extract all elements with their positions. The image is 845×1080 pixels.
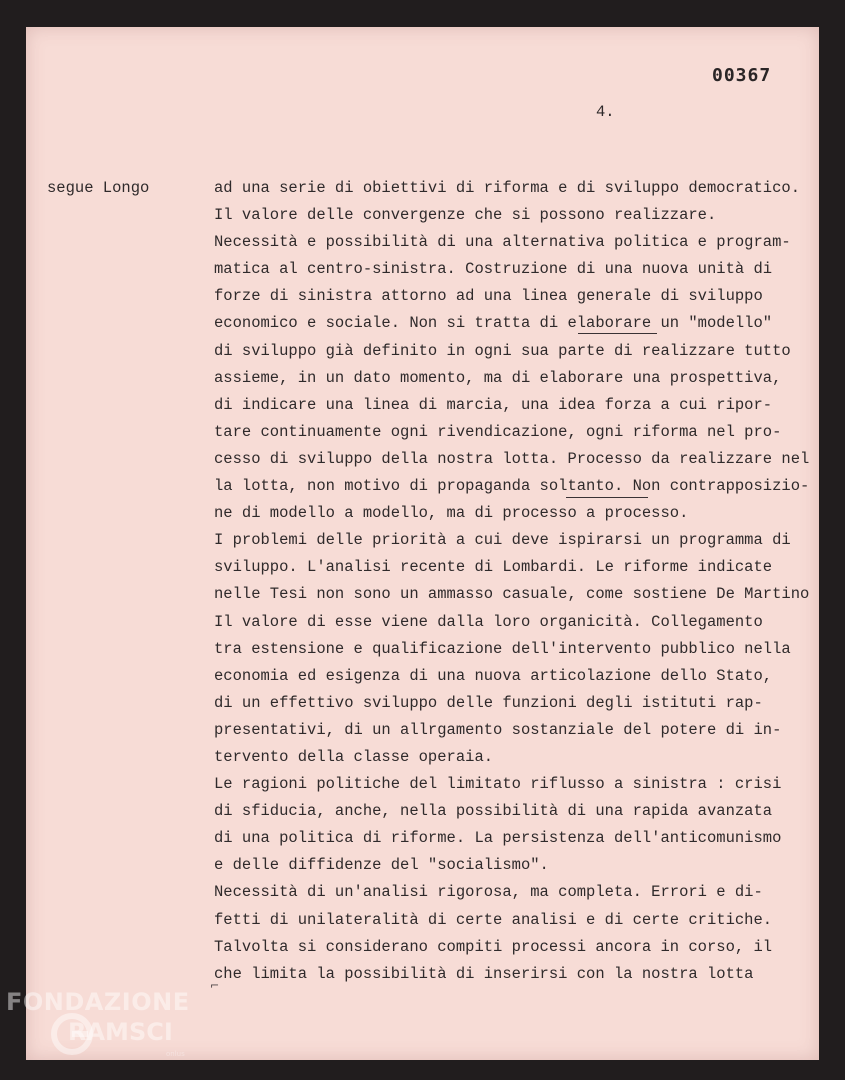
text-line: nelle Tesi non sono un ammasso casuale, come sostiene De Martino xyxy=(214,585,810,604)
text-line: sviluppo. L'analisi recente di Lombardi. Le riforme indicate xyxy=(214,558,773,577)
text-line: assieme, in un dato momento, ma di elaborare una prospettiva, xyxy=(214,368,782,387)
text-line: Necessità di un'analisi rigorosa, ma completa. Errori e di- xyxy=(214,883,763,902)
text-line: cesso di sviluppo della nostra lotta. Processo da realizzare nel xyxy=(214,449,810,468)
text-line: la lotta, non motivo di propaganda soltanto. Non contrapposizio- xyxy=(214,477,810,496)
text-line: tare continuamente ogni rivendicazione, ogni riforma nel pro- xyxy=(214,422,782,441)
handwritten-mark: ⌐ xyxy=(210,979,220,992)
text-line: ne di modello a modello, ma di processo a processo. xyxy=(214,504,689,523)
underline-processo xyxy=(566,497,648,498)
watermark-line1: FONDAZIONE xyxy=(6,988,190,1016)
text-line: economico e sociale. Non si tratta di elaborare un "modello" xyxy=(214,314,773,333)
text-line: Necessità e possibilità di una alternativa politica e program- xyxy=(214,233,791,252)
text-line: ad una serie di obiettivi di riforma e di sviluppo democratico. xyxy=(214,179,800,197)
text-line: di indicare una linea di marcia, una idea forza a cui ripor- xyxy=(214,395,773,414)
watermark-suffix: onlus xyxy=(166,1050,185,1058)
text-line: matica al centro-sinistra. Costruzione di una nuova unità di xyxy=(214,260,773,279)
text-line: e delle diffidenze del "socialismo". xyxy=(214,856,549,875)
text-line: Il valore delle convergenze che si possono realizzare. xyxy=(214,206,717,225)
text-line: Talvolta si considerano compiti processi ancora in corso, il xyxy=(214,937,773,956)
text-line: forze di sinistra attorno ad una linea generale di sviluppo xyxy=(214,287,763,306)
text-line: tra estensione e qualificazione dell'intervento pubblico nella xyxy=(214,639,791,658)
document-page xyxy=(26,27,819,1060)
text-line: tervento della classe operaia. xyxy=(214,747,494,766)
text-line: che limita la possibilità di inserirsi con la nostra lotta xyxy=(214,964,754,983)
text-line: fetti di unilateralità di certe analisi e di certe critiche. xyxy=(214,910,773,929)
typed-text-body xyxy=(214,175,819,988)
margin-note: segue Longo xyxy=(47,179,150,197)
text-line: di un effettivo sviluppo delle funzioni degli istituti rap- xyxy=(214,693,763,712)
text-line: I problemi delle priorità a cui deve ispirarsi un programma di xyxy=(214,531,791,550)
underline-generale xyxy=(578,333,657,334)
text-line: di una politica di riforme. La persistenza dell'anticomunismo xyxy=(214,829,782,848)
fondazione-gramsci-watermark xyxy=(6,988,206,1058)
text-line: Il valore di esse viene dalla loro organicità. Collegamento xyxy=(214,612,763,631)
watermark-line2: RAMSCI xyxy=(68,1018,173,1046)
document-number: 00367 xyxy=(712,65,772,86)
text-line: economia ed esigenza di una nuova articolazione dello Stato, xyxy=(214,666,773,685)
text-line: presentativi, di un allrgamento sostanziale del potere di in- xyxy=(214,720,782,739)
text-line: Le ragioni politiche del limitato riflusso a sinistra : crisi xyxy=(214,775,782,794)
text-line: di sfiducia, anche, nella possibilità di una rapida avanzata xyxy=(214,802,773,821)
text-line: di sviluppo già definito in ogni sua parte di realizzare tutto xyxy=(214,341,791,360)
page-number: 4. xyxy=(596,103,615,121)
